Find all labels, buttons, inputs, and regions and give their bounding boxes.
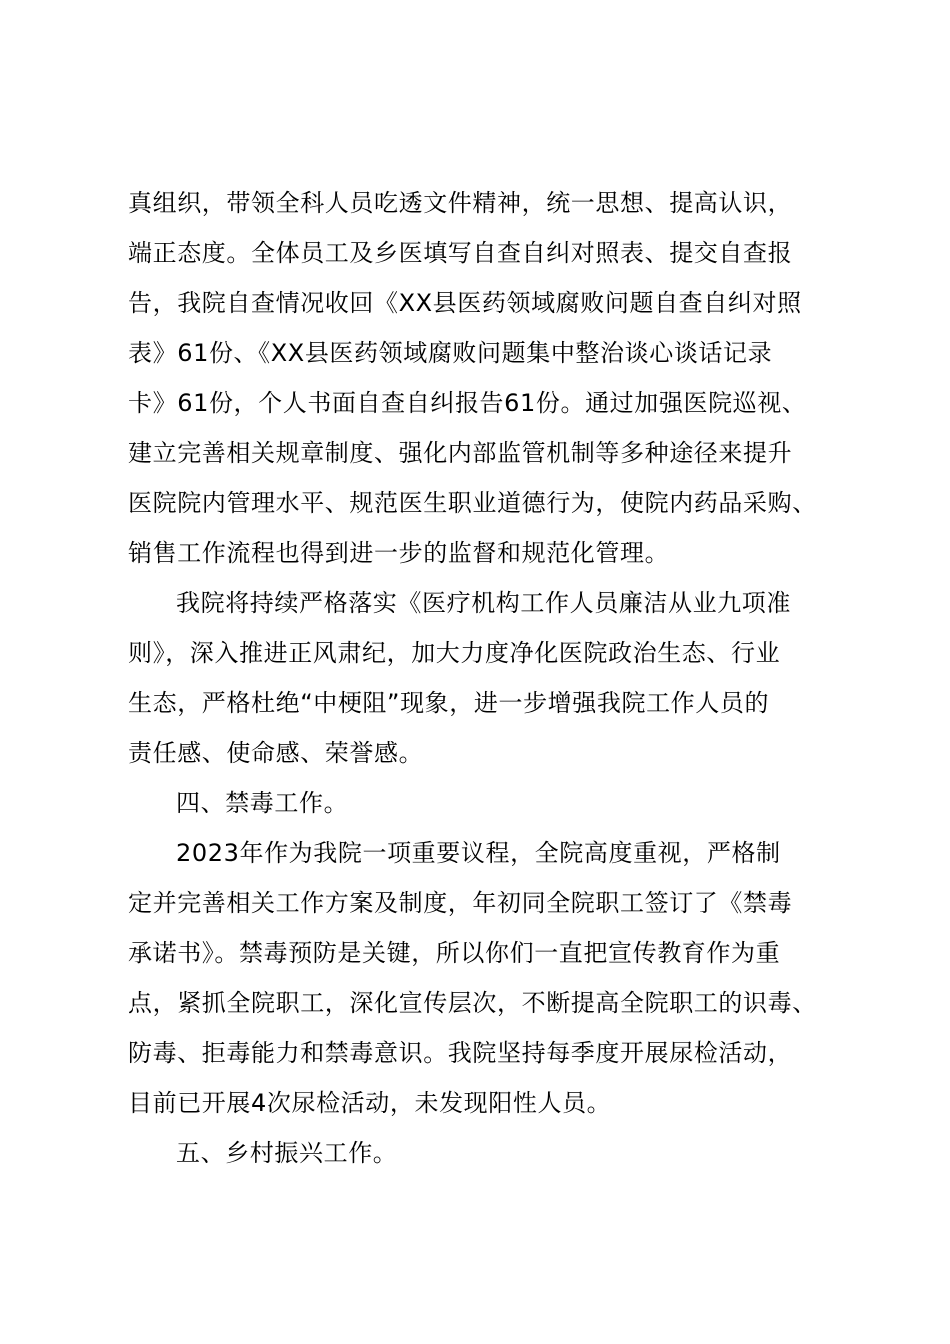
text-line: 定并完善相关工作方案及制度，年初同全院职工签订了《禁毒 <box>128 889 793 917</box>
paragraph-first-line: 2023年作为我院一项重要议程，全院高度重视，严格制 <box>176 839 781 867</box>
text-line: 销售工作流程也得到进一步的监督和规范化管理。 <box>128 539 670 567</box>
text-line: 医院院内管理水平、规范医生职业道德行为，使院内药品采购、 <box>128 489 817 517</box>
text-line: 目前已开展4次尿检活动，未发现阳性人员。 <box>128 1089 612 1117</box>
text-line: 生态，严格杜绝“中梗阻”现象，进一步增强我院工作人员的 <box>128 689 770 717</box>
text-line: 端正态度。全体员工及乡医填写自查自纠对照表、提交自查报 <box>128 239 793 267</box>
text-line: 真组织，带领全科人员吃透文件精神，统一思想、提高认识， <box>128 189 793 217</box>
text-line: 承诺书》。禁毒预防是关键，所以你们一直把宣传教育作为重 <box>128 939 781 967</box>
text-line: 则》，深入推进正风肃纪，加大力度净化医院政治生态、行业 <box>128 639 781 667</box>
text-line: 卡》61份，个人书面自查自纠报告61份。通过加强医院巡视、 <box>128 389 807 417</box>
paragraph-first-line: 我院将持续严格落实《医疗机构工作人员廉洁从业九项准 <box>176 589 791 617</box>
text-line: 防毒、拒毒能力和禁毒意识。我院坚持每季度开展尿检活动， <box>128 1039 793 1067</box>
text-line: 建立完善相关规章制度、强化内部监管机制等多种途径来提升 <box>128 439 793 467</box>
section-heading: 五、乡村振兴工作。 <box>176 1139 398 1167</box>
section-heading: 四、禁毒工作。 <box>176 789 349 817</box>
text-line: 表》61份、《XX县医药领域腐败问题集中整治谈心谈话记录 <box>128 339 773 367</box>
text-line: 告，我院自查情况收回《XX县医药领域腐败问题自查自纠对照 <box>128 289 802 317</box>
text-line: 点，紧抓全院职工，深化宣传层次，不断提高全院职工的识毒、 <box>128 989 817 1017</box>
text-line: 责任感、使命感、荣誉感。 <box>128 739 424 767</box>
